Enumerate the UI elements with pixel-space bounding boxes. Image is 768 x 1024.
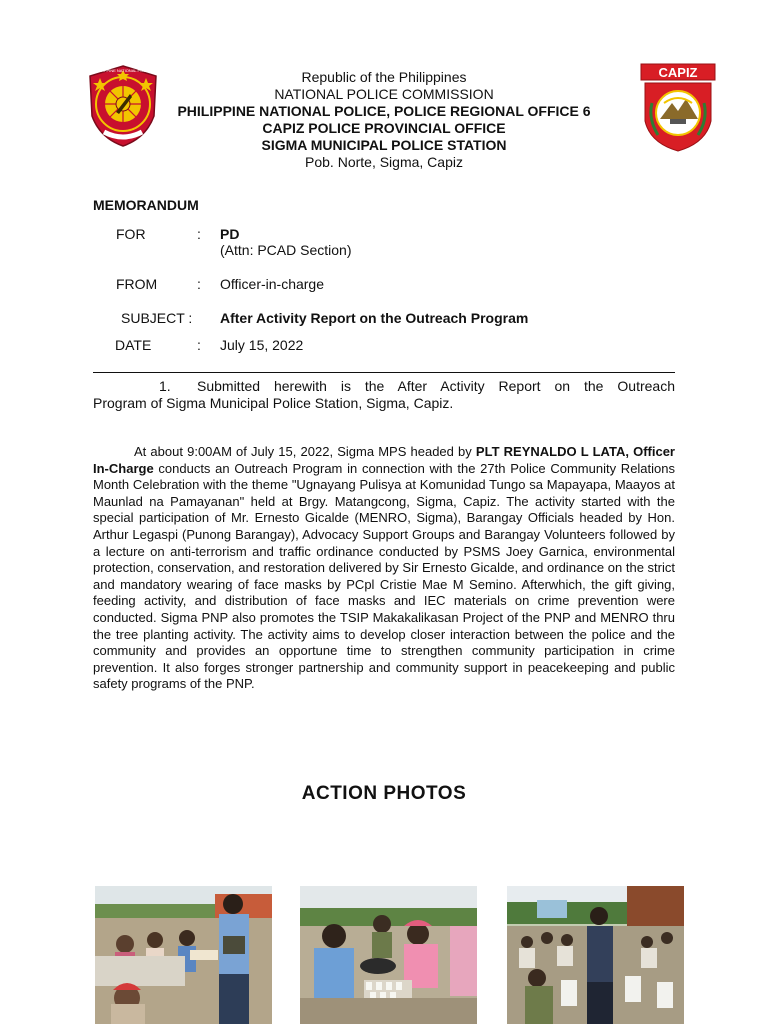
memo-divider xyxy=(93,372,675,373)
pnp-seal-logo xyxy=(86,64,160,148)
memo-for-colon: : xyxy=(197,226,201,242)
header-republic: Republic of the Philippines xyxy=(301,69,467,85)
item-one-text-first: Submitted herewith is the After Activity Report on the Outreach xyxy=(197,378,675,394)
memo-title: MEMORANDUM xyxy=(93,197,199,213)
header-napolcom: NATIONAL POLICE COMMISSION xyxy=(274,86,494,102)
narrative-intro: At about 9:00AM of July 15, 2022, Sigma MPS headed by xyxy=(134,444,476,459)
memo-from-colon: : xyxy=(197,276,201,292)
memo-subject-value: After Activity Report on the Outreach Program xyxy=(220,310,529,326)
item-one xyxy=(93,378,675,412)
memo-from-label: FROM xyxy=(116,276,158,292)
memo-date-colon: : xyxy=(197,337,201,353)
memo-for-attn: (Attn: PCAD Section) xyxy=(220,242,352,258)
memo-date-value: July 15, 2022 xyxy=(220,337,304,353)
action-photo-3 xyxy=(507,886,684,1024)
header-address: Pob. Norte, Sigma, Capiz xyxy=(305,154,463,170)
action-photo-2 xyxy=(300,886,477,1024)
memo-subject-label: SUBJECT : xyxy=(121,310,193,326)
narrative-body: conducts an Outreach Program in connection with the 27th Police Community Relations Month Celebration with the theme "Ugnayang Pulisya at Komunidad Tungo sa Mapayapa, Maayos at Maunlad na Pamayanan" held at Brgy. Matangcong, Sigma, Capiz. The activity started with the special participation of Mr. Ernesto Gicalde (MENRO, Sigma), Barangay Officials headed by Hon. Arthur Legaspi (Punong Barangay), Advocacy Support Groups and Barangay Volunteers followed by a lecture on anti-terrorism and traffic ordinance conducted by PSMS Joey Garnica, environmental protection, conservation, and restoration delivered by Sir Ernesto Gicalde, and ordinance on the strict and mandatory wearing of face masks by PCpl Cristie Mae M Semino. Afterwhich, the gift giving, feeding activity, and distribution of face masks and IEC materials on crime prevention were conducted. Sigma PNP also promotes the TSIP Makakalikasan Project of the PNP and MENRO thru the tree planting activity. The activity aims to develop closer interaction between the police and the community and provides an opportune time to strengthen community participation in crime prevention. It also forges stronger partnership and community support in peacekeeping and public safety programs of the PNP. xyxy=(93,460,675,692)
action-photo-1 xyxy=(95,886,272,1024)
memo-from-value: Officer-in-charge xyxy=(220,276,325,292)
svg-text:CAPIZ: CAPIZ xyxy=(658,65,698,80)
narrative-paragraph xyxy=(93,444,675,693)
header-provincial-office: CAPIZ POLICE PROVINCIAL OFFICE xyxy=(262,120,506,136)
memo-date-label: DATE xyxy=(115,337,152,353)
action-photos-title: ACTION PHOTOS xyxy=(301,783,467,804)
header-pnp-region: PHILIPPINE NATIONAL POLICE, POLICE REGIONAL OFFICE 6 xyxy=(177,103,591,119)
officer-in-charge-name: PLT REYNALDO L LATA, Officer In-Charge xyxy=(93,444,675,476)
header-station: SIGMA MUNICIPAL POLICE STATION xyxy=(261,137,507,153)
capiz-logo xyxy=(640,63,716,153)
memo-for-label: FOR xyxy=(116,226,146,242)
memo-for-value: PD xyxy=(220,226,240,242)
item-one-number: 1. xyxy=(159,378,171,394)
seal-lettering: PHILIPPINE NATIONAL POLICE xyxy=(93,68,153,73)
item-one-text-second: Program of Sigma Municipal Police Station, Sigma, Capiz. xyxy=(93,395,454,411)
